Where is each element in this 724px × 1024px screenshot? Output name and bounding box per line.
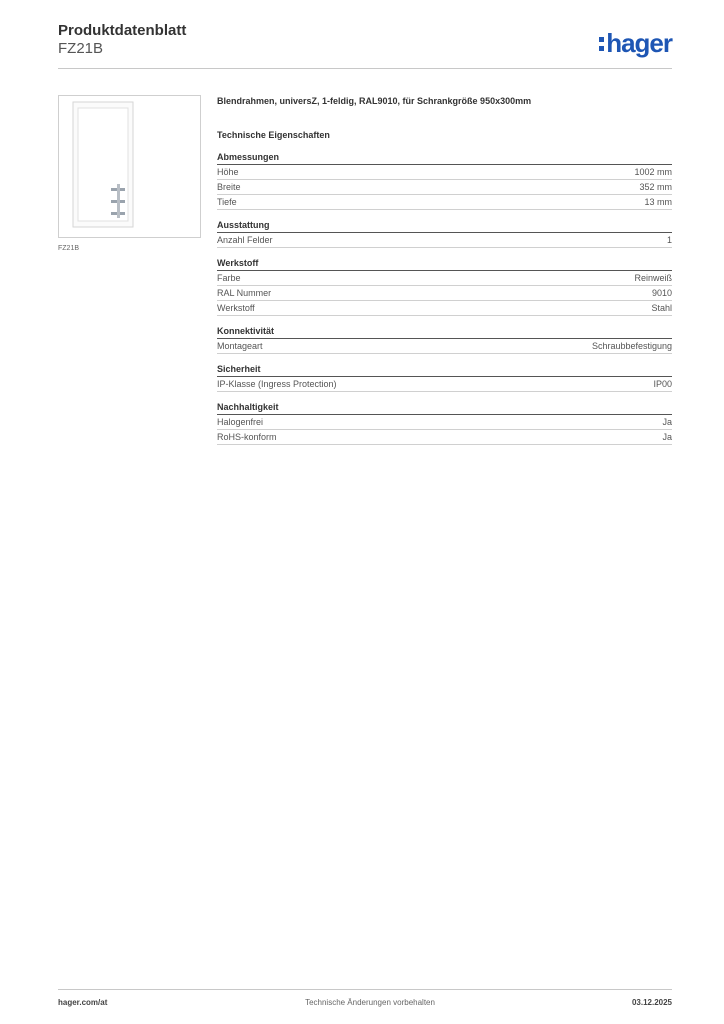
spec-content bbox=[217, 96, 672, 455]
logo-dots-icon bbox=[599, 37, 604, 51]
page-title: Produktdatenblatt bbox=[58, 22, 187, 39]
spec-row: Farbe Reinweiß bbox=[217, 271, 672, 286]
section-equipment bbox=[217, 220, 672, 248]
section-title: Abmessungen bbox=[217, 152, 672, 165]
section-connectivity bbox=[217, 326, 672, 354]
logo-text: hager bbox=[606, 28, 672, 58]
product-code: FZ21B bbox=[58, 40, 104, 57]
product-image-caption: FZ21B bbox=[58, 245, 80, 252]
spec-row: Werkstoff Stahl bbox=[217, 301, 672, 316]
footer-date: 03.12.2025 bbox=[631, 998, 672, 1007]
spec-row: RoHS-konform Ja bbox=[217, 430, 672, 445]
spec-row: Höhe 1002 mm bbox=[217, 165, 672, 180]
section-title: Sicherheit bbox=[217, 364, 672, 377]
section-safety bbox=[217, 364, 672, 392]
spec-row: Breite 352 mm bbox=[217, 180, 672, 195]
section-title: Konnektivität bbox=[217, 326, 672, 339]
section-title: Ausstattung bbox=[217, 220, 672, 233]
spec-row: Halogenfrei Ja bbox=[217, 415, 672, 430]
section-title: Nachhaltigkeit bbox=[217, 402, 672, 415]
section-sustainability bbox=[217, 402, 672, 445]
header-divider bbox=[58, 68, 672, 69]
section-title: Werkstoff bbox=[217, 258, 672, 271]
section-dimensions bbox=[217, 152, 672, 210]
spec-row: IP-Klasse (Ingress Protection) IP00 bbox=[217, 377, 672, 392]
spec-row: Montageart Schraubbefestigung bbox=[217, 339, 672, 354]
spec-row: RAL Nummer 9010 bbox=[217, 286, 672, 301]
brand-logo bbox=[599, 28, 672, 59]
spec-row: Anzahl Felder 1 bbox=[217, 233, 672, 248]
product-description: Blendrahmen, universZ, 1-feldig, RAL9010, für Schrankgröße 950x300mm bbox=[217, 96, 532, 106]
section-material bbox=[217, 258, 672, 316]
footer-website-link[interactable]: hager.com/at bbox=[58, 998, 108, 1007]
spec-row: Tiefe 13 mm bbox=[217, 195, 672, 210]
footer-divider bbox=[58, 989, 672, 990]
product-image bbox=[58, 95, 201, 238]
tech-properties-heading: Technische Eigenschaften bbox=[217, 130, 330, 140]
footer-notice: Technische Änderungen vorbehalten bbox=[305, 998, 435, 1007]
